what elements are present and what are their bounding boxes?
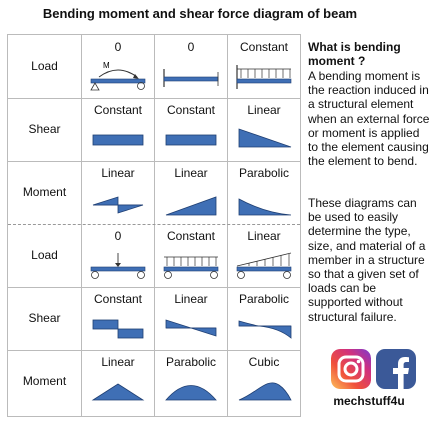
paragraph-line: to the element causing xyxy=(308,140,429,155)
simply-supported-triangular-load-diagram xyxy=(227,245,301,289)
shear-constant-step-diagram xyxy=(81,308,155,350)
shear-parabolic-diagram xyxy=(227,308,301,350)
paragraph-line: the reaction induced in xyxy=(308,83,429,98)
beam-diagram-table xyxy=(7,34,301,417)
moment-linear-diagram xyxy=(81,183,155,225)
paragraph-line: size, and material of a xyxy=(308,238,426,253)
cell-caption: Linear xyxy=(101,355,135,369)
moment-linear-diagram xyxy=(154,183,228,225)
paragraph-line: supported without xyxy=(308,295,403,310)
cell-caption: Constant xyxy=(93,292,143,306)
diagram-title: Bending moment and shear force diagram of beam xyxy=(42,6,358,21)
paragraph-line: These diagrams can xyxy=(308,196,417,210)
cell-caption: Parabolic xyxy=(238,166,290,180)
cell-caption: Linear xyxy=(174,166,208,180)
cell-caption: Linear xyxy=(174,292,208,306)
shear-linear-diagram xyxy=(227,121,301,161)
paragraph-line: A bending moment is xyxy=(308,69,421,83)
simply-supported-udl-diagram xyxy=(154,245,228,289)
cell-caption: 0 xyxy=(114,40,122,54)
cell-caption: Linear xyxy=(247,103,281,117)
shear-linear-diagram xyxy=(154,308,228,350)
row-label-load: Load xyxy=(31,248,58,262)
row-label-shear: Shear xyxy=(28,311,61,325)
cell-caption: Constant xyxy=(166,103,216,117)
cell-caption: Linear xyxy=(247,229,281,243)
cell-caption: Parabolic xyxy=(238,292,290,306)
row-label-moment: Moment xyxy=(22,185,67,199)
moment-parabolic-diagram xyxy=(227,183,301,225)
cantilever-end-moment-diagram xyxy=(154,55,228,97)
paragraph-line: when an external force xyxy=(308,111,430,126)
heading-line: What is bending xyxy=(308,40,401,54)
moment-cubic-diagram xyxy=(227,371,301,413)
cell-caption: 0 xyxy=(187,40,195,54)
side-paragraph-1 xyxy=(308,69,442,168)
paragraph-line: loads can be xyxy=(308,281,377,296)
cell-caption: Constant xyxy=(166,229,216,243)
moment-linear-diagram xyxy=(81,371,155,413)
shear-constant-diagram xyxy=(154,121,228,161)
side-paragraph-2 xyxy=(308,196,442,324)
cell-caption: Parabolic xyxy=(165,355,217,369)
instagram-icon[interactable] xyxy=(331,349,371,389)
heading-line: moment ? xyxy=(308,54,366,69)
shear-constant-diagram xyxy=(81,121,155,161)
paragraph-line: or moment is applied xyxy=(308,125,420,140)
cell-caption: Constant xyxy=(93,103,143,117)
paragraph-line: so that a given set of xyxy=(308,267,419,282)
simply-supported-point-load-diagram xyxy=(81,245,155,289)
row-label-moment: Moment xyxy=(22,374,67,388)
facebook-icon[interactable] xyxy=(376,349,416,389)
cell-caption: Constant xyxy=(239,40,289,54)
paragraph-line: a structural element xyxy=(308,97,414,112)
row-label-shear: Shear xyxy=(28,122,61,136)
row-label-load: Load xyxy=(31,59,58,73)
cantilever-udl-diagram xyxy=(227,55,301,97)
beam-applied-moment-diagram xyxy=(81,55,155,97)
paragraph-line: structural failure. xyxy=(308,309,397,324)
cell-caption: 0 xyxy=(114,229,122,243)
moment-symbol: M xyxy=(103,61,110,70)
side-heading xyxy=(308,40,442,68)
paragraph-line: member in a structure xyxy=(308,252,425,267)
paragraph-line: determine the type, xyxy=(308,224,411,239)
brand-name: mechstuff4u xyxy=(333,394,405,408)
paragraph-line: be used to easily xyxy=(308,210,399,225)
cell-caption: Cubic xyxy=(248,355,280,369)
moment-parabolic-diagram xyxy=(154,371,228,413)
cell-caption: Linear xyxy=(101,166,135,180)
paragraph-line: the element to bend. xyxy=(308,154,418,169)
